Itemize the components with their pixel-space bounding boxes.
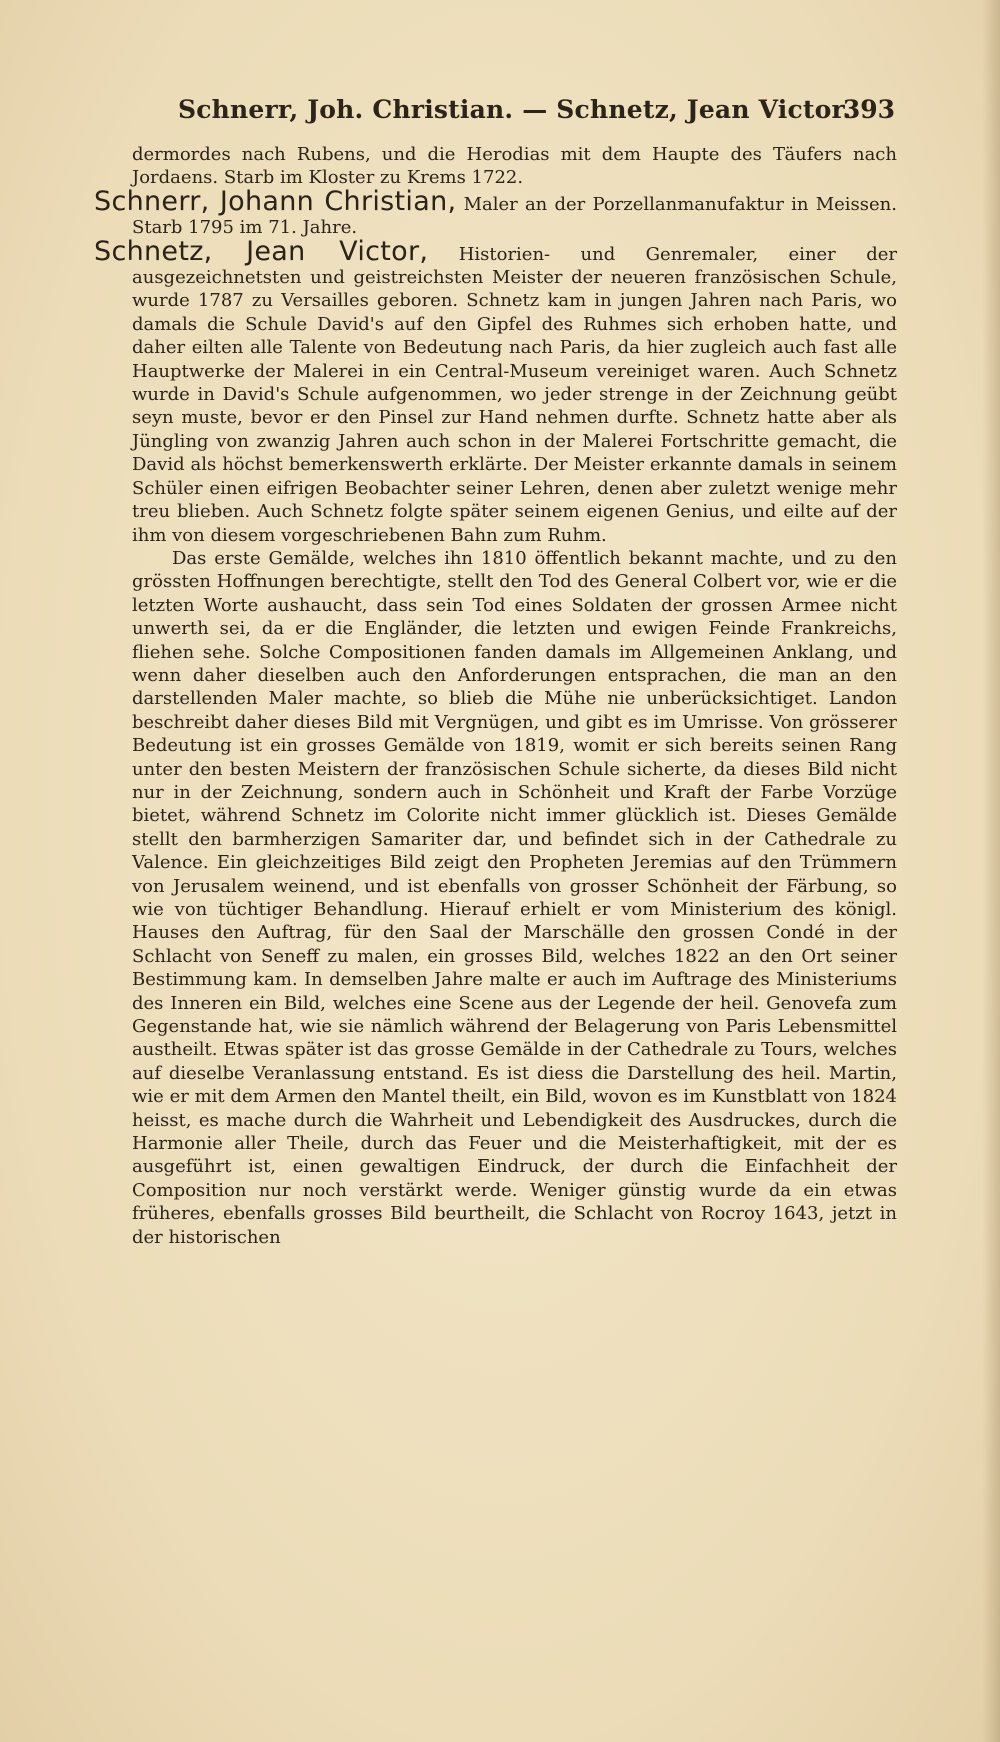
running-header: [150, 95, 895, 129]
page-edge-shadow: [982, 0, 1000, 1742]
entry-text-schnerr: Maler an der Porzellanmanufaktur in Meissen. Starb 1795 im 71. Jahre.: [132, 193, 897, 239]
entry-schnerr: [94, 185, 897, 240]
running-title: Schnerr, Joh. Christian. — Schnetz, Jean Victor.: [178, 95, 852, 124]
entry-text-schnetz: Historien- und Genremaler, einer der ausgezeichnetsten und geistreichsten Meister der neueren französischen Schule, wurde 1787 zu Versailles geboren. Schnetz kam in jungen Jahren nach Paris, wo damals die Schule David's auf den Gipfel des Ruhmes sich erhoben hatte, und daher eilten alle Talente von Bedeutung nach Paris, da hier zugleich auch fast alle Hauptwerke der Malerei in ein Central-Museum vereiniget waren. Auch Schnetz wurde in David's Schule aufgenommen, wo jeder strenge in der Zeichnung geübt seyn muste, bevor er den Pinsel zur Hand nehmen durfte. Schnetz hatte aber als Jüngling von zwanzig Jahren auch schon in der Malerei Fortschritte gemacht, die David als höchst bemerkenswerth erklärte. Der Meister erkannte damals in seinem Schüler einen eifrigen Beobachter seiner Lehren, denen aber zuletzt wenige mehr treu blieben. Auch Schnetz folgte später seinem eigenen Genius, und eilte auf der ihm von diesem vorgeschriebenen Bahn zum Ruhm.: [132, 243, 897, 546]
entry-schnetz: [94, 235, 897, 547]
continuation-paragraph: dermordes nach Rubens, und die Herodias mit dem Haupte des Täufers nach Jordaens. Starb im Kloster zu Krems 1722.: [132, 144, 897, 189]
entry-name-schnerr: Schnerr, Johann Christian,: [94, 185, 457, 217]
page-number: 393: [842, 95, 895, 124]
body-text: [94, 143, 897, 1249]
body-paragraph: Das erste Gemälde, welches ihn 1810 öffentlich bekannt machte, und zu den grössten Hoffnungen berechtigte, stellt den Tod des General Colbert vor, wie er die letzten Worte aushaucht, dass sein Tod eines Soldaten der grossen Armee nicht unwerth sei, da er die Engländer, die letzten und ewigen Feinde Frankreichs, fliehen sehe. Solche Compositionen fanden damals im Allgemeinen Anklang, und wenn daher dieselben auch den Anforderungen entsprachen, die man an den darstellenden Maler machte, so blieb die Mühe nie unberücksichtiget. Landon beschreibt daher dieses Bild mit Vergnügen, und gibt es im Umrisse. Von grösserer Bedeutung ist ein grosses Gemälde von 1819, womit er sich bereits seinen Rang unter den besten Meistern der französischen Schule sicherte, da dieses Bild nicht nur in der Zeichnung, sondern auch in Schönheit und Kraft der Farbe Vorzüge bietet, während Schnetz im Colorite nicht immer glücklich ist. Dieses Gemälde stellt den barmherzigen Samariter dar, und befindet sich in der Cathedrale zu Valence. Ein gleichzeitiges Bild zeigt den Propheten Jeremias auf den Trümmern von Jerusalem weinend, und ist ebenfalls von grosser Schönheit der Färbung, so wie von tüchtiger Behandlung. Hierauf erhielt er vom Ministerium des königl. Hauses den Auftrag, für den Saal der Marschälle den grossen Condé in der Schlacht von Seneff zu malen, ein grosses Bild, welches 1822 an den Ort seiner Bestimmung kam. In demselben Jahre malte er auch im Auftrage des Ministeriums des Inneren ein Bild, welches eine Scene aus der Legende der heil. Genovefa zum Gegenstande hat, wie sie nämlich während der Belagerung von Paris Lebensmittel austheilt. Etwas später ist das grosse Gemälde in der Cathedrale zu Tours, welches auf dieselbe Veranlassung entstand. Es ist diess die Darstellung des heil. Martin, wie er mit dem Armen den Mantel theilt, ein Bild, wovon es im Kunstblatt von 1824 heisst, es mache durch die Wahrheit und Lebendigkeit des Ausdruckes, durch die Harmonie aller Theile, durch das Feuer und die Meisterhaftigkeit, mit der es ausgeführt ist, einen gewaltigen Eindruck, der durch die Einfachheit der Composition nur noch verstärkt werde. Weniger günstig wurde da ein etwas früheres, ebenfalls grosses Bild beurtheilt, die Schlacht von Rocroy 1643, jetzt in der historischen: [132, 547, 897, 1248]
entry-name-schnetz: Schnetz, Jean Victor,: [94, 235, 429, 267]
